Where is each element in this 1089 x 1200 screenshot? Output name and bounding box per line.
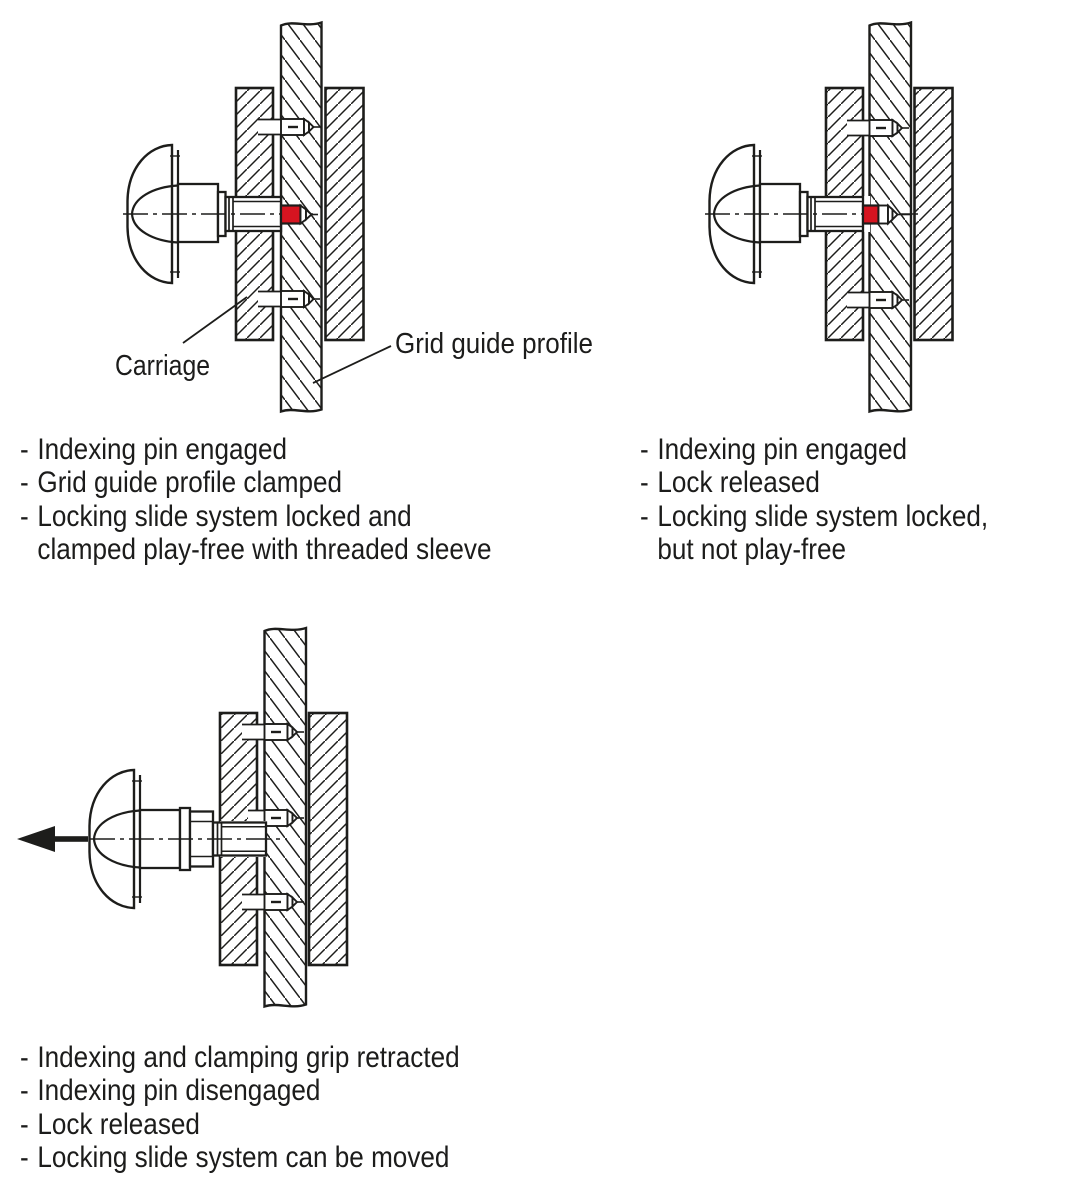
list-item — [20, 1074, 460, 1107]
bullet-dash: - — [20, 433, 29, 466]
diagram-engaged-lock-released — [620, 0, 1089, 432]
indexing-pin-engaged — [863, 206, 879, 224]
retract-arrow — [17, 826, 88, 852]
list-item — [640, 433, 988, 466]
bullet-dash: - — [20, 1141, 29, 1175]
knob-shank — [760, 184, 800, 242]
list-item-text: Lock released — [657, 466, 820, 500]
list-item-text: Locking slide system can be moved — [37, 1141, 450, 1175]
list-item — [20, 433, 491, 466]
state-list-engaged-clamped — [20, 433, 491, 567]
list-item — [20, 1108, 460, 1141]
carriage-label: Carriage — [115, 350, 210, 382]
list-item-text: Locking slide system locked and clamped play-free with threaded sleeve — [37, 499, 492, 567]
list-item-text: Indexing pin engaged — [37, 433, 288, 466]
list-item — [20, 1041, 460, 1074]
state-list-lock-released — [640, 433, 988, 567]
list-item-text: Indexing and clamping grip retracted — [37, 1041, 460, 1074]
grid-guide-profile-label: Grid guide profile — [395, 328, 593, 360]
list-item-text: Grid guide profile clamped — [37, 466, 343, 500]
bullet-dash: - — [20, 1041, 29, 1074]
list-item-text: Lock released — [37, 1107, 200, 1141]
bullet-dash: - — [640, 466, 649, 500]
bullet-dash: - — [20, 466, 29, 500]
knob-shank — [178, 184, 218, 242]
list-item — [640, 466, 988, 499]
bullet-dash: - — [20, 1074, 29, 1108]
list-item-text: Indexing pin engaged — [657, 433, 908, 466]
diagram-engaged-clamped — [0, 0, 620, 432]
list-item — [20, 1141, 460, 1174]
grid-profile-leader-line — [313, 346, 391, 383]
bullet-dash: - — [20, 499, 29, 533]
list-item — [640, 500, 988, 567]
diagram-grip-retracted — [0, 598, 560, 1040]
list-item — [20, 466, 491, 499]
list-item — [20, 500, 491, 567]
indexing-pin-engaged — [281, 206, 301, 224]
bullet-dash: - — [640, 499, 649, 533]
list-item-text: Indexing pin disengaged — [37, 1074, 321, 1108]
bullet-dash: - — [20, 1107, 29, 1141]
list-item-text: Locking slide system locked, but not play-free — [657, 499, 989, 567]
state-list-retracted — [20, 1041, 460, 1175]
bullet-dash: - — [640, 433, 649, 466]
